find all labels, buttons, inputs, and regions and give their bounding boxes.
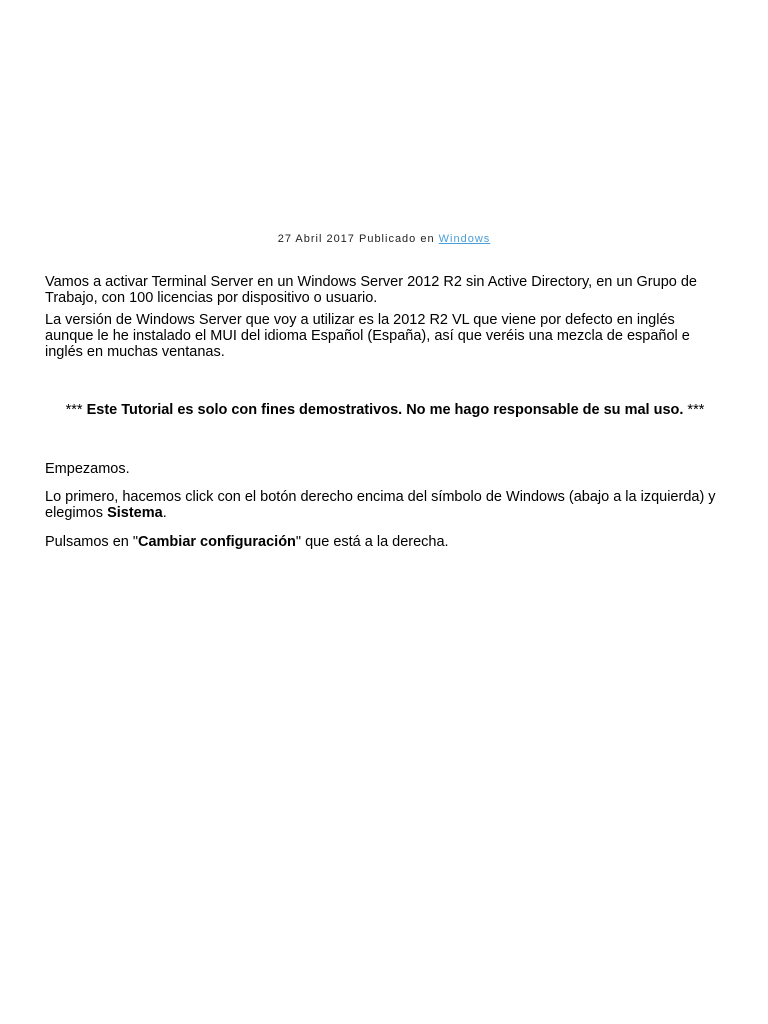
post-date: 27 Abril 2017 [277,233,355,245]
article-body [45,274,725,550]
step-1-text: Lo primero, hacemos click con el botón derecho encima del símbolo de Windows (abajo a la izquierda) y elegimos [45,489,716,521]
category-link[interactable]: Windows [438,233,491,245]
paragraph-step-2 [45,534,725,550]
published-in-label: Publicado en [358,233,435,245]
step-2-bold: Cambiar configuración [138,534,296,550]
disclaimer [45,402,725,418]
disclaimer-text: Este Tutorial es solo con fines demostrativos. No me hago responsable de su mal uso. [86,402,684,418]
disclaimer-stars-close: *** [687,402,705,418]
step-1-bold: Sistema [107,505,163,521]
step-2-text: Pulsamos en " [45,534,138,550]
post-meta [0,232,768,246]
disclaimer-stars-open: *** [65,402,83,418]
paragraph-start: Empezamos. [45,461,130,477]
step-2-end: " que está a la derecha. [295,534,449,550]
paragraph-intro: Vamos a activar Terminal Server en un Windows Server 2012 R2 sin Active Directory, en un Grupo de Trabajo, con 100 licencias por dispositivo o usuario. [45,274,697,306]
paragraph-version: La versión de Windows Server que voy a utilizar es la 2012 R2 VL que viene por defecto en inglés aunque le he instalado el MUI del idioma Español (España), así que veréis una mezcla de español e inglés en muchas ventanas. [45,312,690,360]
step-1-end: . [162,505,167,521]
paragraph-step-1 [45,489,725,521]
